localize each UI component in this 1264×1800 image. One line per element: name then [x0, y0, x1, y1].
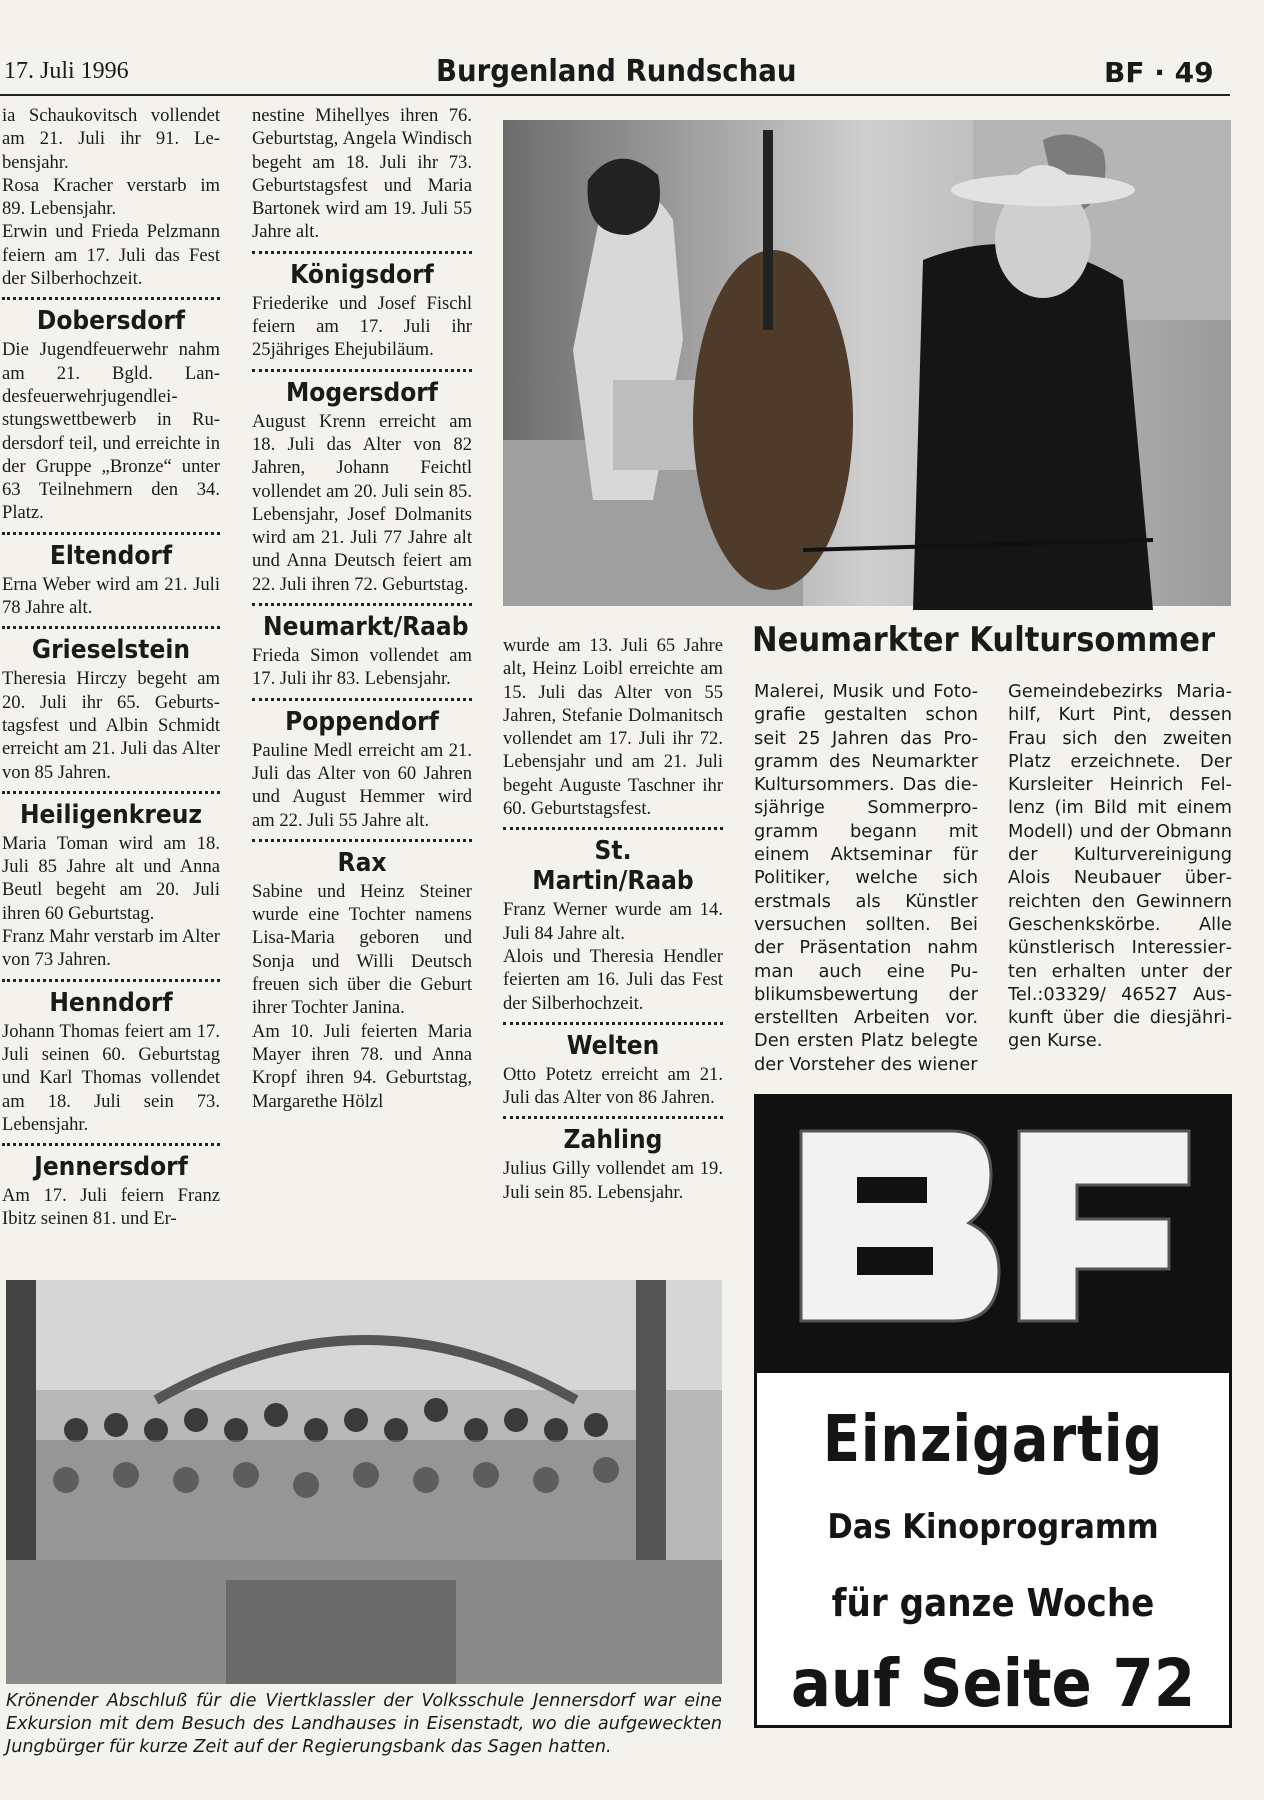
article-column-b	[1008, 680, 1232, 1060]
section-heading-heiligenkreuz: Heiligenkreuz	[19, 799, 203, 830]
section-heading-poppendorf: Poppendorf	[285, 706, 439, 737]
paragraph: Frieda Simon vollendet am 17. Juli ihr 83. Lebensjahr.	[252, 645, 472, 690]
paragraph: Julius Gilly vollendet am 19. Juli sein 85. Lebensjahr.	[503, 1158, 723, 1203]
dotted-divider	[2, 532, 220, 535]
paragraph: Franz Mahr verstarb im Alter von 73 Jahren.	[2, 926, 220, 971]
article-headline: Neumarkter Kultursommer	[752, 620, 1216, 660]
ad-line-4: auf Seite 72	[790, 1645, 1196, 1722]
photo-caption: Krönender Abschluß für die Viertklassler der Volksschule Jennersdorf war eine Exkursion mit dem Besuch des Landhauses in Eisenstadt, wo die aufgeweckten Jungbürger für kurze Zeit auf der Regierungsbank das Sagen hatten.	[6, 1691, 722, 1757]
ad-line-3: für ganze Woche	[831, 1581, 1155, 1625]
dotted-divider	[252, 251, 472, 254]
section-heading-koenigsdorf: Königsdorf	[290, 259, 434, 290]
dotted-divider	[252, 369, 472, 372]
dotted-divider	[503, 827, 723, 830]
section-heading-jennersdorf: Jennersdorf	[34, 1152, 188, 1183]
section-heading-welten: Welten	[566, 1030, 660, 1061]
ad-line-2: Das Kinoprogramm	[827, 1507, 1159, 1547]
section-heading-mogersdorf: Mogersdorf	[285, 377, 438, 408]
dotted-divider	[2, 979, 220, 982]
paragraph: Sabine und Heinz Steiner wurde eine Tochter namens Lisa-Maria geboren und Sonja und Willi Deutsch freuen sich über die Geburt ihrer Tochter Janina.	[252, 880, 472, 1019]
ad-line-1: Einzigartig	[822, 1403, 1164, 1477]
paragraph: Malerei, Musik und Fotografie gestalten schon seit 25 Jahren das Programm des Neumarkter Kultursommers. Das diesjährige Sommerprogramm begann mit einem Aktseminar für Politiker, welche sich erstmals als Künstler versuchen sollten. Bei der Präsentation nahm man auch eine Publikumsbewertung der erstellten Arbeiten vor. Den ersten Platz belegte der Vorsteher des wiener	[754, 681, 978, 1075]
dotted-divider	[252, 698, 472, 701]
paragraph: Pauline Medl erreicht am 21. Juli das Alter von 60 Jahren und August Hemmer wird am 22. Juli 55 Jahre alt.	[252, 739, 472, 831]
section-heading-rax: Rax	[337, 847, 387, 878]
bf-logo-icon	[757, 1097, 1229, 1373]
article-column-a	[754, 680, 978, 1075]
section-heading-zahling: Zahling	[563, 1125, 663, 1156]
paragraph: Gemeindebezirks Mariahilf, Kurt Pint, dessen Frau sich den zweiten Platz erzeichnete. Der Kursleiter Heinrich Fellenz (im Bild mit einem Modell) und der Obmann der Kulturvereinigung Alois Neubauer überreichten den Gewinnern Geschenkskörbe. Alle künstlerisch Interessierten erhalten unter der Tel.:03329/ 46527 Auskunft über die diesjährigen Kurse.	[1008, 681, 1232, 1052]
bf-ad-text	[757, 1373, 1229, 1725]
column-3	[503, 634, 723, 1270]
dotted-divider	[503, 1116, 723, 1119]
header-rule	[0, 94, 1230, 96]
paragraph: ia Schaukovitsch vollendet am 21. Juli ihr 91. Lebensjahr.	[2, 105, 220, 173]
paragraph: Rosa Kracher verstarb im 89. Lebensjahr.	[2, 174, 220, 220]
dotted-divider	[2, 626, 220, 629]
paragraph: Alois und Theresia Hendler feierten am 16. Juli das Fest der Silberhochzeit.	[503, 945, 723, 1014]
photo-artist-with-model-image	[503, 120, 1231, 606]
section-heading-st-martin: St. Martin/Raab	[532, 836, 694, 897]
paragraph: August Krenn erreicht am 18. Juli das Alter von 82 Jahren, Johann Feichtl vollendet am 20. Juli sein 85. Lebensjahr, Josef Dolmanits wird am 21. Juli 77 Jahre alt und Anna Deutsch feiert am 22. Juli ihren 72. Geburtstag.	[252, 410, 472, 595]
dotted-divider	[2, 791, 220, 794]
paragraph: Maria Toman wird am 18. Juli 85 Jahre alt und Anna Beutl begeht am 20. Juli ihren 60 Geburtstag.	[2, 832, 220, 924]
paragraph: Am 10. Juli feierten Maria Mayer ihren 78. und Anna Kropf ihren 94. Geburtstag, Margarethe Hölzl	[252, 1020, 472, 1112]
dotted-divider	[252, 603, 472, 606]
dotted-divider	[2, 1143, 220, 1146]
column-1	[2, 104, 220, 1266]
bf-advertisement	[754, 1094, 1232, 1728]
paragraph: Theresia Hirczy begeht am 20. Juli ihr 65. Geburtstagsfest und Albin Schmidt erreicht am 21. Juli das Alter von 85 Jahren.	[2, 668, 220, 783]
paragraph: Otto Potetz erreicht am 21. Juli das Alter von 86 Jahren.	[503, 1063, 723, 1109]
paragraph: Erwin und Frieda Pelzmann feiern am 17. Juli das Fest der Silberhochzeit.	[2, 221, 220, 290]
page-number: BF · 49	[1104, 56, 1214, 89]
paragraph: nestine Mihellyes ihren 76. Geburtstag, Angela Windisch begeht am 18. Juli ihr 73. Geburtstagsfest und Maria Bartonek wird am 19. Juli 55 Jahre alt.	[252, 105, 472, 243]
section-heading-dobersdorf: Dobersdorf	[36, 306, 186, 337]
photo-school-class-image	[6, 1280, 722, 1684]
dotted-divider	[503, 1022, 723, 1025]
photo-artist-with-model	[503, 120, 1231, 606]
section-heading-henndorf: Henndorf	[49, 987, 173, 1018]
paragraph: Friederike und Josef Fischl feiern am 17. Juli ihr 25jähriges Ehejubiläum.	[252, 292, 472, 361]
photo-school-class	[6, 1280, 722, 1684]
dotted-divider	[252, 839, 472, 842]
paragraph: Franz Werner wurde am 14. Juli 84 Jahre alt.	[503, 899, 723, 944]
paragraph: Erna Weber wird am 21. Juli 78 Jahre alt.	[2, 573, 220, 619]
paragraph: Johann Thomas feiert am 17. Juli seinen 60. Geburtstag und Karl Thomas vollendet am 18. Juli sein 73. Lebensjahr.	[2, 1020, 220, 1135]
paragraph: Am 17. Juli feiern Franz Ibitz seinen 81. und Er-	[2, 1185, 220, 1230]
dotted-divider	[2, 297, 220, 300]
section-heading-neumarkt: Neumarkt/Raab	[263, 612, 469, 643]
column-2	[252, 104, 472, 1266]
section-heading-eltendorf: Eltendorf	[49, 540, 173, 571]
paragraph: wurde am 13. Juli 65 Jahre alt, Heinz Loibl erreichte am 15. Juli das Alter von 55 Jahren, Stefanie Dolmanitsch vollendet am 17. Juli ihr 72. Lebensjahr und am 21. Juli begeht Auguste Taschner ihr 60. Geburtstagsfest.	[503, 635, 723, 820]
bf-logo-panel	[757, 1097, 1229, 1373]
issue-date: 17. Juli 1996	[4, 58, 129, 84]
paragraph: Die Jugendfeuerwehr nahm am 21. Bgld. Landesfeuerwehrjugendleistungswettbewerb in Rudersdorf teil, und erreichte in der Gruppe „Bronze“ unter 63 Teilnehmern den 34. Platz.	[2, 339, 220, 524]
newspaper-title: Burgenland Rundschau	[436, 54, 797, 89]
section-heading-grieselstein: Grieselstein	[31, 635, 191, 666]
